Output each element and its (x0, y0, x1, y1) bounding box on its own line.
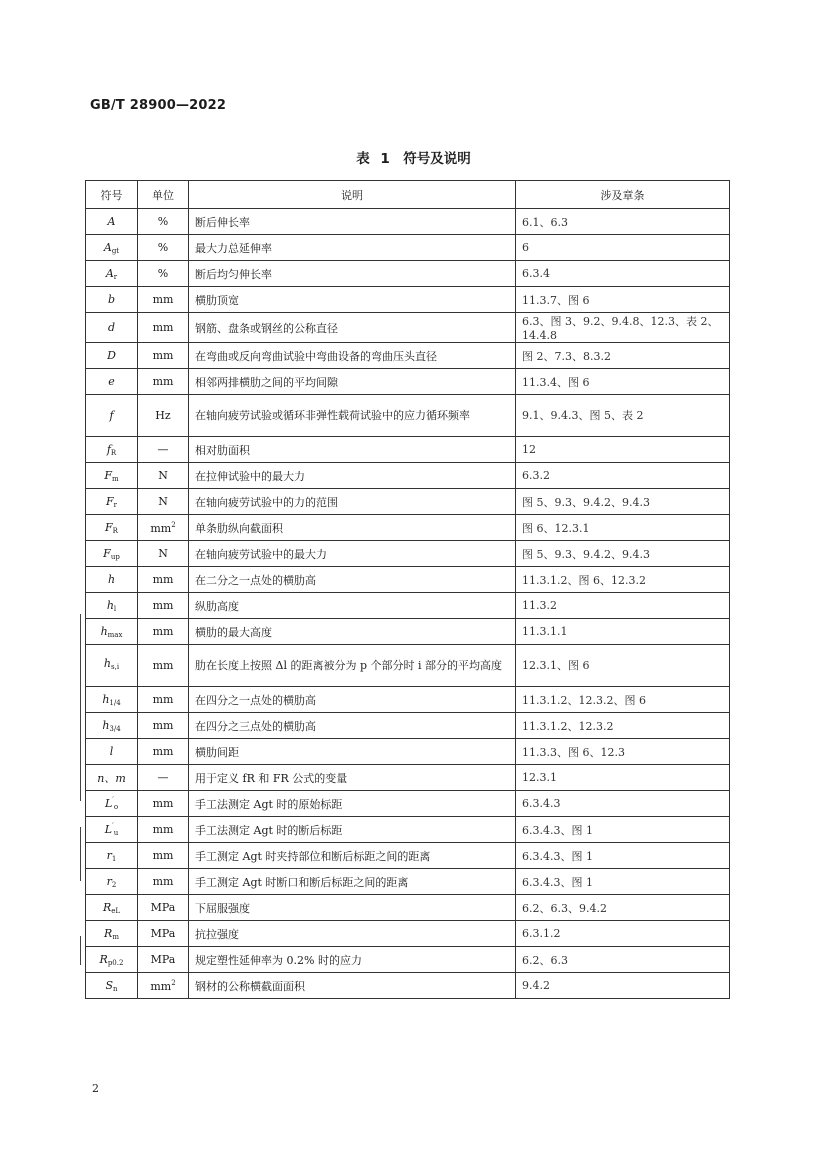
symbol-subscript: R (112, 526, 118, 535)
description-cell: 钢材的公称横截面面积 (189, 973, 516, 999)
reference-cell: 6.3、图 3、9.2、9.4.8、12.3、表 2、14.4.8 (516, 313, 730, 343)
description-cell: 抗拉强度 (189, 921, 516, 947)
unit-cell (138, 209, 189, 235)
symbol-cell (86, 739, 138, 765)
symbol-base: h (102, 718, 110, 732)
reference-cell: 9.1、9.4.3、图 5、表 2 (516, 395, 730, 437)
symbol-cell (86, 395, 138, 437)
unit-cell (138, 343, 189, 369)
unit-text: mm (152, 745, 174, 758)
unit-text: mm (152, 349, 174, 362)
symbol-base: f (106, 442, 111, 456)
symbol-cell (86, 287, 138, 313)
unit-text: MPa (150, 953, 176, 966)
symbol-prime: ′ (112, 822, 114, 830)
symbol-base: F (105, 520, 113, 534)
symbol-cell (86, 843, 138, 869)
description-cell: 下屈服强度 (189, 895, 516, 921)
symbol-subscript: gt (111, 246, 120, 255)
unit-text: mm (152, 875, 174, 888)
symbol-cell (86, 489, 138, 515)
unit-cell (138, 235, 189, 261)
symbol-base: b (107, 293, 116, 306)
description-cell: 断后伸长率 (189, 209, 516, 235)
symbol-base: r (106, 874, 112, 888)
unit-text: N (158, 469, 168, 482)
symbol-base: e (108, 375, 115, 388)
symbol-subscript: up (110, 552, 120, 561)
symbol-base: A (103, 240, 112, 254)
table-row (86, 843, 730, 869)
table-row (86, 287, 730, 313)
column-header-description: 说明 (189, 181, 516, 209)
reference-cell: 6.3.4.3、图 1 (516, 817, 730, 843)
column-header-symbol: 符号 (86, 181, 138, 209)
symbol-base: R (102, 900, 112, 914)
unit-cell (138, 395, 189, 437)
document-code: GB/T 28900—2022 (90, 98, 227, 113)
table-row (86, 567, 730, 593)
symbol-cell (86, 791, 138, 817)
symbol-base: h (100, 624, 108, 638)
symbol-subscript: 1 (111, 854, 117, 863)
symbol-cell (86, 895, 138, 921)
symbol-cell (86, 645, 138, 687)
symbol-cell (86, 947, 138, 973)
reference-cell: 6.3.4 (516, 261, 730, 287)
unit-cell (138, 567, 189, 593)
description-cell: 在拉伸试验中的最大力 (189, 463, 516, 489)
unit-cell (138, 687, 189, 713)
reference-cell: 6.1、6.3 (516, 209, 730, 235)
symbol-base: S (105, 978, 114, 992)
reference-cell: 12.3.1、图 6 (516, 645, 730, 687)
reference-cell: 图 5、9.3、9.4.2、9.4.3 (516, 541, 730, 567)
reference-cell: 图 6、12.3.1 (516, 515, 730, 541)
description-cell: 纵肋高度 (189, 593, 516, 619)
reference-cell: 6.3.4.3、图 1 (516, 843, 730, 869)
description-cell: 手工测定 Agt 时断口和断后标距之间的距离 (189, 869, 516, 895)
symbol-base: R (99, 952, 108, 966)
unit-cell (138, 895, 189, 921)
description-cell: 相对肋面积 (189, 437, 516, 463)
description-cell: 规定塑性延伸率为 0.2% 时的应力 (189, 947, 516, 973)
page-number: 2 (92, 1082, 99, 1095)
unit-cell (138, 463, 189, 489)
description-cell: 手工测定 Agt 时夹持部位和断后标距之间的距离 (189, 843, 516, 869)
description-cell: 在轴向疲劳试验中的最大力 (189, 541, 516, 567)
symbol-cell (86, 261, 138, 287)
table-row (86, 437, 730, 463)
symbol-subscript: eL (111, 906, 121, 915)
table-row (86, 869, 730, 895)
symbol-base: f (109, 409, 114, 422)
symbol-cell (86, 515, 138, 541)
symbol-subscript: n (113, 984, 118, 993)
table-header-row (86, 181, 730, 209)
table-row (86, 973, 730, 999)
unit-text: mm (152, 693, 174, 706)
symbol-cell (86, 593, 138, 619)
symbol-subscript: r (113, 272, 118, 281)
reference-cell: 6.3.4.3 (516, 791, 730, 817)
table-row (86, 739, 730, 765)
table-row (86, 619, 730, 645)
unit-text: % (157, 215, 169, 228)
description-cell: 钢筋、盘条或钢丝的公称直径 (189, 313, 516, 343)
table-row (86, 765, 730, 791)
description-cell: 横肋间距 (189, 739, 516, 765)
symbol-base: r (106, 848, 112, 862)
unit-text: mm (152, 625, 174, 638)
table-row (86, 921, 730, 947)
description-cell: 横肋的最大高度 (189, 619, 516, 645)
symbol-cell (86, 765, 138, 791)
revision-mark (80, 614, 81, 801)
symbol-base: n、m (97, 771, 126, 785)
table-body (86, 209, 730, 999)
unit-cell (138, 765, 189, 791)
symbol-subscript: m (112, 932, 119, 941)
symbol-base: A (107, 215, 116, 228)
description-cell: 横肋顶宽 (189, 287, 516, 313)
reference-cell: 11.3.1.2、12.3.2、图 6 (516, 687, 730, 713)
table-row (86, 687, 730, 713)
unit-cell (138, 489, 189, 515)
unit-cell (138, 287, 189, 313)
table-row (86, 947, 730, 973)
reference-cell: 11.3.7、图 6 (516, 287, 730, 313)
table-title: 表 1 符号及说明 (356, 151, 471, 167)
revision-mark (80, 827, 81, 881)
description-cell: 手工法测定 Agt 时的原始标距 (189, 791, 516, 817)
column-header-reference: 涉及章条 (516, 181, 730, 209)
symbols-table (85, 180, 730, 999)
reference-cell: 6.3.1.2 (516, 921, 730, 947)
unit-text: — (157, 771, 169, 784)
unit-cell (138, 313, 189, 343)
description-cell: 肋在长度上按照 Δl 的距离被分为 p 个部分时 i 部分的平均高度 (189, 645, 516, 687)
unit-cell (138, 843, 189, 869)
symbol-cell (86, 567, 138, 593)
symbol-cell (86, 369, 138, 395)
unit-cell (138, 791, 189, 817)
symbol-base: d (107, 321, 116, 334)
unit-text: mm (152, 293, 174, 306)
revision-mark (80, 936, 81, 965)
symbol-base: h (106, 598, 114, 612)
table-row (86, 313, 730, 343)
table-row (86, 515, 730, 541)
symbol-base: A (105, 266, 114, 280)
unit-text: — (157, 443, 169, 456)
description-cell: 单条肋纵向截面积 (189, 515, 516, 541)
symbol-base: h (107, 573, 116, 586)
description-cell: 在轴向疲劳试验中的力的范围 (189, 489, 516, 515)
symbol-cell (86, 313, 138, 343)
symbol-base: D (107, 349, 116, 362)
table-row (86, 593, 730, 619)
unit-cell (138, 619, 189, 645)
reference-cell: 11.3.2 (516, 593, 730, 619)
reference-cell: 9.4.2 (516, 973, 730, 999)
table-row (86, 645, 730, 687)
table-row (86, 489, 730, 515)
unit-text: N (158, 495, 168, 508)
description-cell: 用于定义 fR 和 FR 公式的变量 (189, 765, 516, 791)
table-row (86, 791, 730, 817)
symbol-base: F (103, 546, 111, 560)
column-header-unit: 单位 (138, 181, 189, 209)
unit-cell (138, 947, 189, 973)
unit-cell (138, 541, 189, 567)
unit-cell (138, 817, 189, 843)
description-cell: 最大力总延伸率 (189, 235, 516, 261)
symbol-base: R (104, 926, 113, 940)
unit-superscript: 2 (171, 978, 176, 987)
unit-text: MPa (150, 901, 176, 914)
unit-cell (138, 593, 189, 619)
symbol-subscript: u (113, 829, 119, 837)
reference-cell: 12 (516, 437, 730, 463)
description-cell: 在四分之一点处的横肋高 (189, 687, 516, 713)
description-cell: 手工法测定 Agt 时的断后标距 (189, 817, 516, 843)
reference-cell: 11.3.1.2、12.3.2 (516, 713, 730, 739)
reference-cell: 图 5、9.3、9.4.2、9.4.3 (516, 489, 730, 515)
table-row (86, 209, 730, 235)
unit-text: mm (152, 573, 174, 586)
symbol-cell (86, 209, 138, 235)
description-cell: 在四分之三点处的横肋高 (189, 713, 516, 739)
unit-superscript: 2 (171, 520, 176, 529)
symbol-subscript: l (113, 604, 117, 613)
table-row (86, 235, 730, 261)
unit-text: mm (150, 521, 172, 535)
table-row (86, 817, 730, 843)
unit-text: MPa (150, 927, 176, 940)
reference-cell: 12.3.1 (516, 765, 730, 791)
table-row (86, 343, 730, 369)
symbol-base: h (103, 657, 112, 670)
symbol-subscript: 3/4 (109, 724, 121, 733)
symbol-cell (86, 713, 138, 739)
table-row (86, 395, 730, 437)
unit-text: mm (152, 375, 174, 388)
unit-text: mm (152, 659, 174, 672)
reference-cell: 图 2、7.3、8.3.2 (516, 343, 730, 369)
table-row (86, 261, 730, 287)
unit-cell (138, 713, 189, 739)
symbol-cell (86, 921, 138, 947)
unit-text: mm (152, 321, 174, 334)
symbol-cell (86, 619, 138, 645)
reference-cell: 6.3.4.3、图 1 (516, 869, 730, 895)
symbol-subscript: 2 (111, 880, 117, 889)
reference-cell: 6 (516, 235, 730, 261)
unit-cell (138, 515, 189, 541)
unit-text: mm (152, 849, 174, 862)
unit-text: mm (152, 823, 174, 836)
description-cell: 在轴向疲劳试验或循环非弹性载荷试验中的应力循环频率 (189, 395, 516, 437)
unit-text: % (157, 241, 169, 254)
unit-cell (138, 369, 189, 395)
unit-cell (138, 739, 189, 765)
symbol-cell (86, 869, 138, 895)
symbol-cell (86, 463, 138, 489)
description-cell: 在二分之一点处的横肋高 (189, 567, 516, 593)
symbol-cell (86, 235, 138, 261)
symbol-prime: ′ (112, 796, 114, 804)
symbol-cell (86, 437, 138, 463)
symbol-subscript: R (110, 448, 117, 457)
unit-cell (138, 869, 189, 895)
symbol-subscript: m (112, 474, 119, 483)
unit-cell (138, 261, 189, 287)
table-row (86, 369, 730, 395)
unit-text: mm (152, 599, 174, 612)
table-row (86, 463, 730, 489)
description-cell: 断后均匀伸长率 (189, 261, 516, 287)
unit-cell (138, 973, 189, 999)
symbol-subscript: s,i (111, 663, 120, 671)
table-row (86, 895, 730, 921)
unit-cell (138, 437, 189, 463)
reference-cell: 11.3.3、图 6、12.3 (516, 739, 730, 765)
symbol-cell (86, 817, 138, 843)
reference-cell: 6.2、6.3 (516, 947, 730, 973)
unit-text: Hz (155, 409, 171, 422)
symbol-base: L (104, 797, 113, 810)
reference-cell: 11.3.1.2、图 6、12.3.2 (516, 567, 730, 593)
symbol-cell (86, 973, 138, 999)
description-cell: 相邻两排横肋之间的平均间隙 (189, 369, 516, 395)
symbol-cell (86, 343, 138, 369)
symbol-subscript: o (113, 803, 119, 811)
symbol-base: L (104, 823, 113, 836)
unit-text: mm (152, 797, 174, 810)
unit-cell (138, 645, 189, 687)
unit-text: mm (150, 979, 172, 993)
symbol-subscript: 1/4 (109, 698, 121, 707)
symbol-subscript: max (107, 630, 123, 639)
reference-cell: 6.2、6.3、9.4.2 (516, 895, 730, 921)
reference-cell: 11.3.1.1 (516, 619, 730, 645)
symbol-subscript: p0.2 (107, 958, 124, 967)
table-row (86, 713, 730, 739)
symbol-cell (86, 687, 138, 713)
reference-cell: 11.3.4、图 6 (516, 369, 730, 395)
symbol-base: F (104, 468, 112, 482)
symbol-base: F (106, 494, 114, 508)
unit-text: N (158, 547, 168, 560)
description-cell: 在弯曲或反向弯曲试验中弯曲设备的弯曲压头直径 (189, 343, 516, 369)
unit-text: % (157, 267, 169, 280)
unit-text: mm (152, 719, 174, 732)
reference-cell: 6.3.2 (516, 463, 730, 489)
symbol-subscript: r (113, 500, 117, 509)
symbol-cell (86, 541, 138, 567)
unit-cell (138, 921, 189, 947)
symbol-base: h (102, 692, 110, 706)
table-row (86, 541, 730, 567)
symbol-base: l (109, 745, 114, 758)
